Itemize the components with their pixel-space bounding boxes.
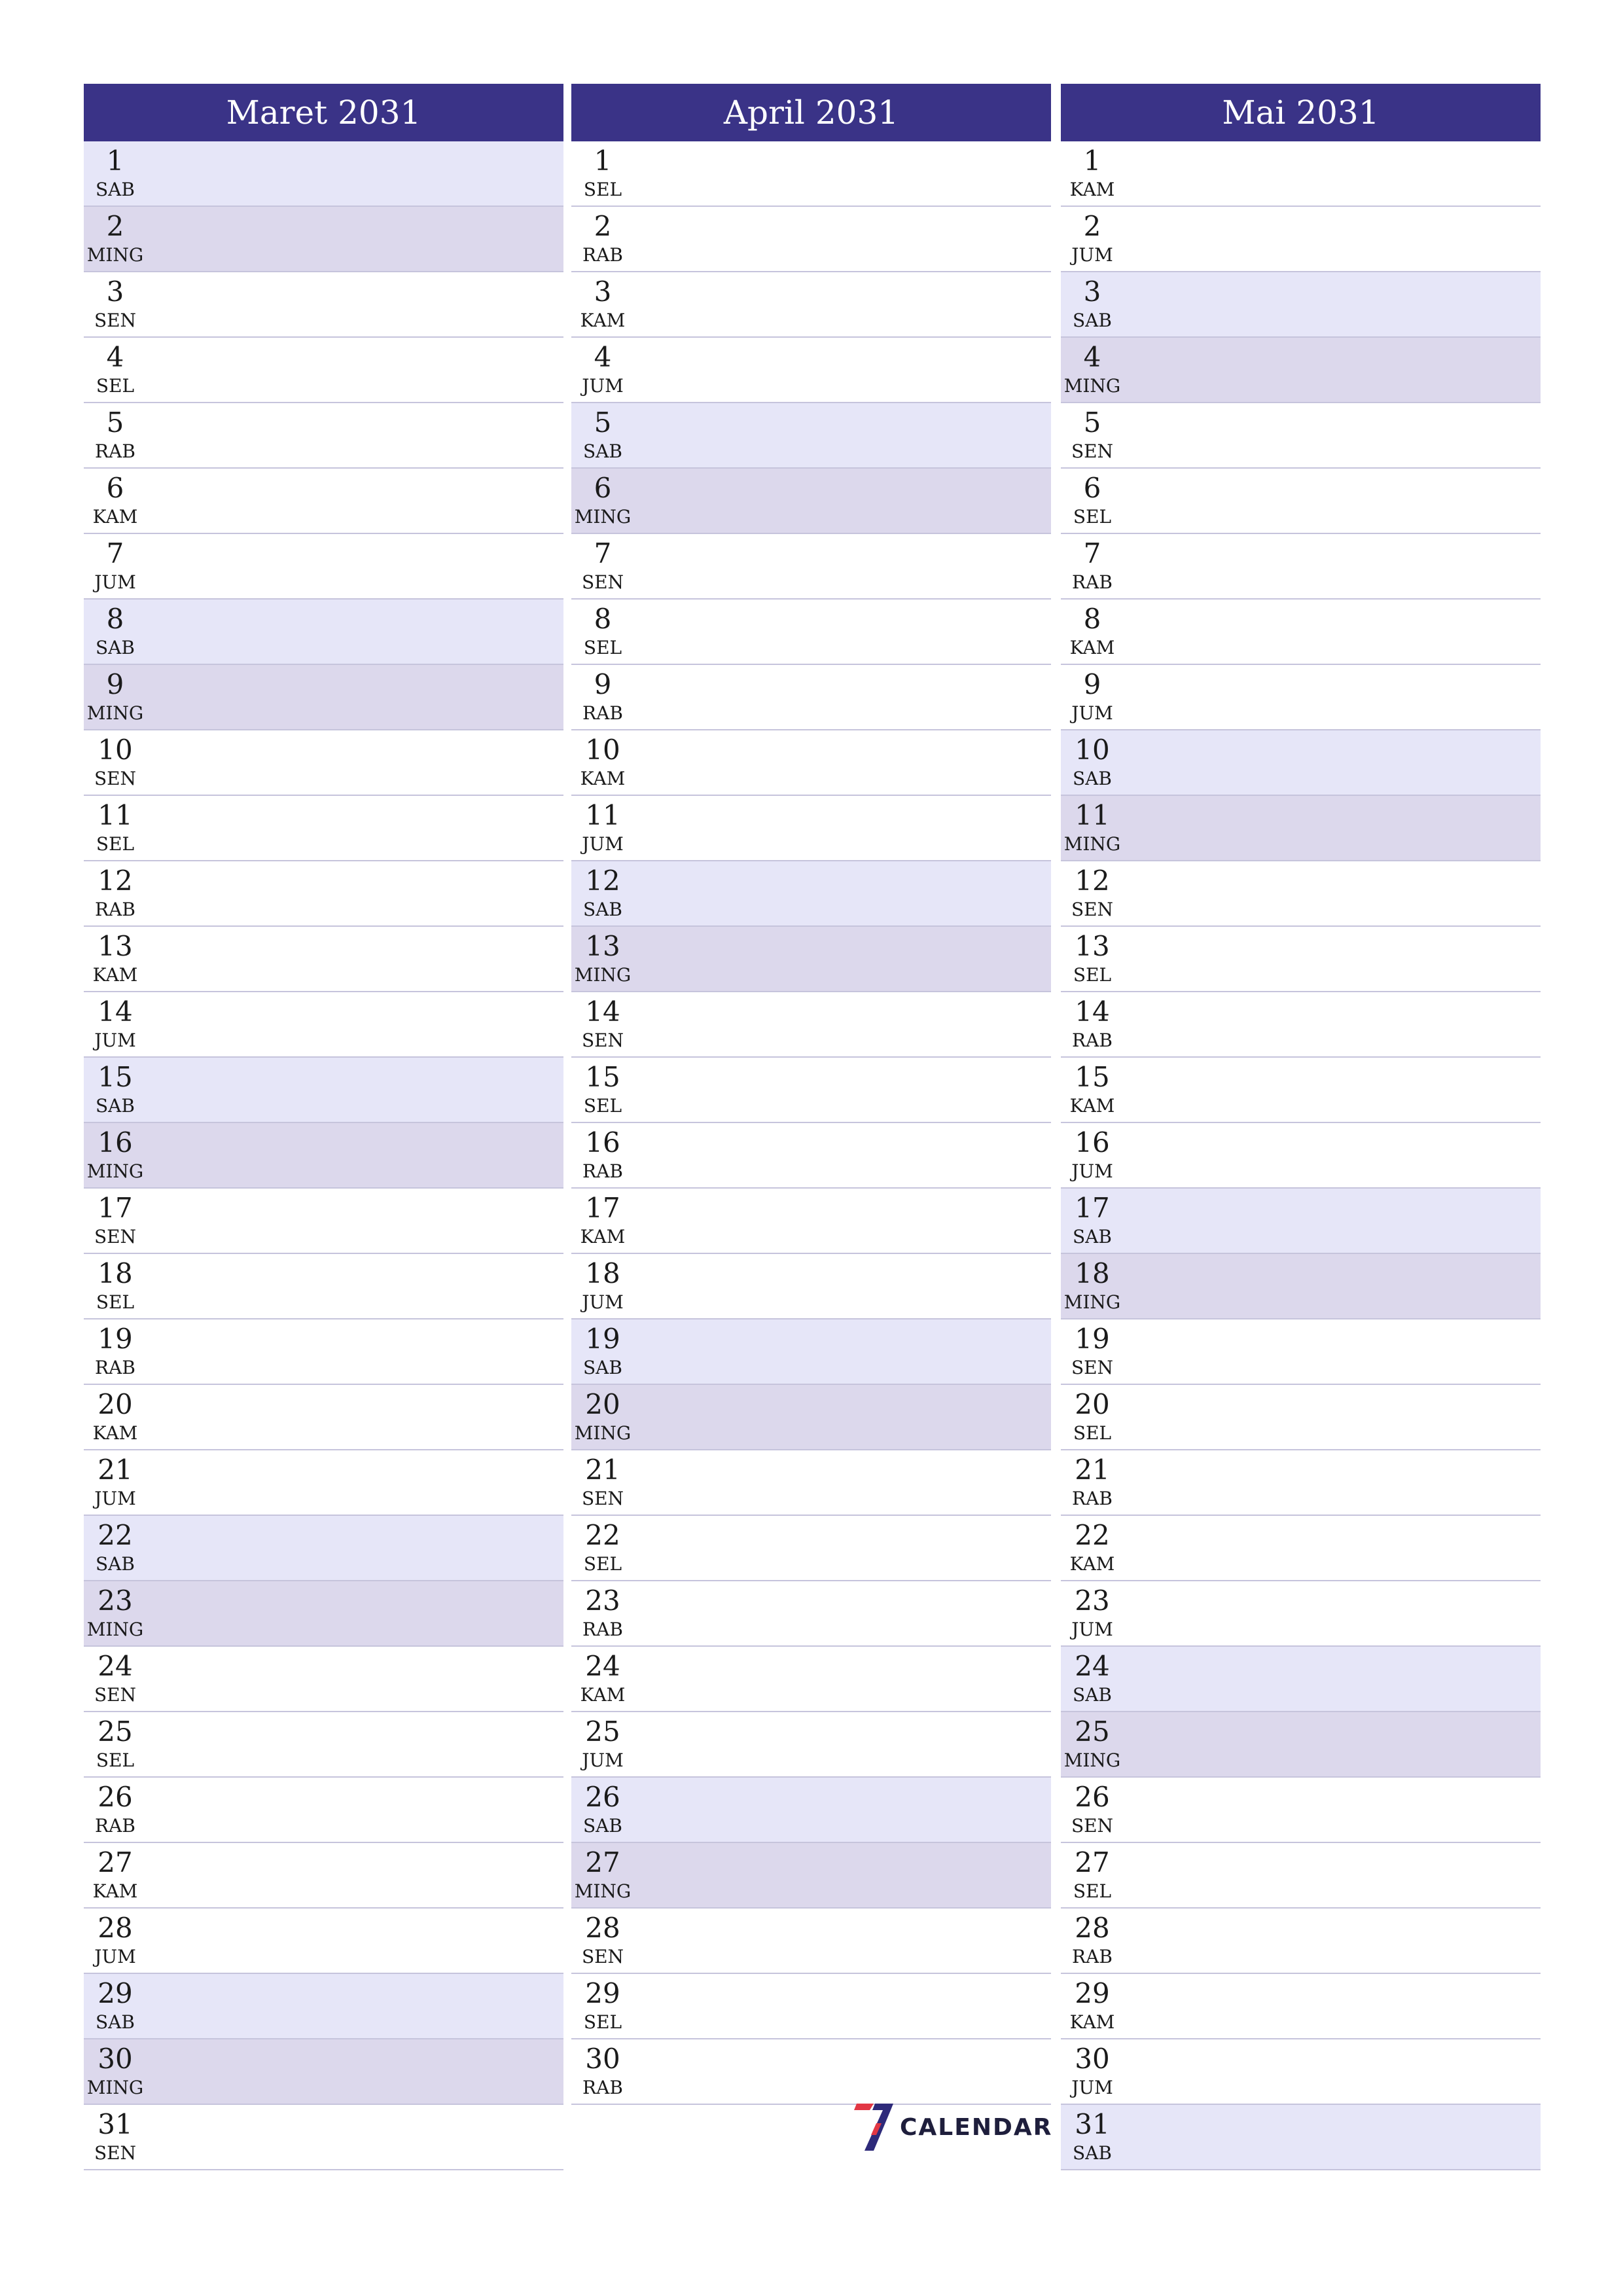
day-number: 28 xyxy=(98,1912,133,1944)
day-name: SEN xyxy=(94,1226,137,1247)
day-number: 21 xyxy=(585,1454,620,1486)
day-name: KAM xyxy=(580,768,626,789)
month-title: Maret 2031 xyxy=(84,84,563,141)
day-name: MING xyxy=(1063,1291,1121,1313)
day-row xyxy=(84,927,563,992)
day-number: 18 xyxy=(585,1257,620,1289)
day-number: 17 xyxy=(1075,1192,1110,1224)
day-number: 19 xyxy=(1075,1323,1110,1355)
day-name: SEN xyxy=(581,1030,624,1051)
day-name: SEN xyxy=(1071,1357,1114,1378)
day-row xyxy=(1061,1450,1541,1516)
day-name: JUM xyxy=(1071,1619,1113,1640)
day-name: SEN xyxy=(1071,899,1114,920)
day-name: MING xyxy=(1063,1749,1121,1771)
day-row xyxy=(1061,1843,1541,1909)
day-name: SAB xyxy=(1073,1684,1112,1706)
day-row xyxy=(84,1843,563,1909)
day-row xyxy=(1061,861,1541,927)
day-number: 27 xyxy=(585,1846,620,1878)
day-row xyxy=(571,1712,1051,1778)
day-name: SEL xyxy=(1073,1422,1112,1444)
day-row xyxy=(1061,207,1541,272)
day-row xyxy=(84,1319,563,1385)
day-name: MING xyxy=(1063,375,1121,397)
day-number: 15 xyxy=(1075,1061,1110,1093)
day-number: 9 xyxy=(106,668,124,700)
day-number: 5 xyxy=(594,406,612,439)
day-number: 7 xyxy=(1083,537,1101,569)
day-name: RAB xyxy=(95,1815,135,1837)
day-row xyxy=(1061,1909,1541,1974)
day-number: 5 xyxy=(106,406,124,439)
day-number: 25 xyxy=(585,1715,620,1748)
day-number: 2 xyxy=(1083,210,1101,242)
day-number: 26 xyxy=(1075,1781,1110,1813)
day-row xyxy=(571,1581,1051,1647)
day-name: SEL xyxy=(96,1291,135,1313)
day-number: 13 xyxy=(1075,930,1110,962)
day-name: KAM xyxy=(580,1226,626,1247)
day-name: KAM xyxy=(92,964,138,986)
day-row xyxy=(571,1254,1051,1319)
day-name: MING xyxy=(574,964,632,986)
day-row xyxy=(1061,665,1541,730)
day-row xyxy=(571,2039,1051,2105)
month-column-april xyxy=(571,84,1051,2105)
day-number: 23 xyxy=(98,1585,133,1617)
day-row xyxy=(84,1385,563,1450)
day-name: SEN xyxy=(581,571,624,593)
day-row xyxy=(84,1254,563,1319)
day-number: 16 xyxy=(1075,1126,1110,1158)
day-number: 8 xyxy=(594,603,612,635)
day-number: 31 xyxy=(1075,2108,1110,2140)
month-title: April 2031 xyxy=(571,84,1051,141)
day-row xyxy=(1061,338,1541,403)
day-row xyxy=(84,796,563,861)
day-number: 25 xyxy=(98,1715,133,1748)
day-number: 26 xyxy=(585,1781,620,1813)
day-row xyxy=(571,600,1051,665)
day-name: SEL xyxy=(96,375,135,397)
day-number: 17 xyxy=(98,1192,133,1224)
day-row xyxy=(1061,1581,1541,1647)
day-name: JUM xyxy=(1071,1160,1113,1182)
day-name: RAB xyxy=(582,702,623,724)
day-name: KAM xyxy=(580,1684,626,1706)
day-name: RAB xyxy=(582,244,623,266)
day-name: MING xyxy=(574,506,632,528)
day-row xyxy=(571,1058,1051,1123)
day-number: 11 xyxy=(1075,799,1110,831)
day-number: 23 xyxy=(585,1585,620,1617)
day-row xyxy=(571,1385,1051,1450)
day-number: 4 xyxy=(594,341,612,373)
day-number: 27 xyxy=(1075,1846,1110,1878)
day-row xyxy=(571,338,1051,403)
day-row xyxy=(571,665,1051,730)
day-row xyxy=(84,534,563,600)
day-number: 7 xyxy=(594,537,612,569)
calendar-logo[interactable] xyxy=(854,2101,1053,2153)
day-list xyxy=(1061,141,1541,2170)
day-number: 12 xyxy=(1075,865,1110,897)
day-row xyxy=(1061,1778,1541,1843)
day-number: 20 xyxy=(98,1388,133,1420)
day-name: RAB xyxy=(582,2077,623,2098)
day-row xyxy=(1061,1058,1541,1123)
day-number: 14 xyxy=(585,996,620,1028)
day-number: 30 xyxy=(98,2043,133,2075)
month-column-march xyxy=(84,84,563,2170)
day-name: RAB xyxy=(95,1357,135,1378)
day-number: 24 xyxy=(585,1650,620,1682)
day-number: 1 xyxy=(594,145,612,177)
day-number: 21 xyxy=(98,1454,133,1486)
day-row xyxy=(571,1647,1051,1712)
day-number: 9 xyxy=(594,668,612,700)
day-row xyxy=(571,1778,1051,1843)
day-row xyxy=(84,1516,563,1581)
day-name: SEN xyxy=(94,2142,137,2164)
day-number: 13 xyxy=(98,930,133,962)
day-row xyxy=(1061,403,1541,469)
day-number: 8 xyxy=(1083,603,1101,635)
day-number: 21 xyxy=(1075,1454,1110,1486)
day-number: 19 xyxy=(98,1323,133,1355)
day-name: MING xyxy=(86,2077,144,2098)
day-number: 28 xyxy=(585,1912,620,1944)
day-name: JUM xyxy=(94,571,136,593)
day-number: 6 xyxy=(1083,472,1101,504)
day-name: SEN xyxy=(94,310,137,331)
day-name: SAB xyxy=(1073,768,1112,789)
day-name: SAB xyxy=(583,1815,622,1837)
day-row xyxy=(84,600,563,665)
day-row xyxy=(84,469,563,534)
day-name: JUM xyxy=(94,1946,136,1967)
day-name: JUM xyxy=(582,833,624,855)
day-name: SEN xyxy=(94,1684,137,1706)
day-name: MING xyxy=(86,702,144,724)
day-number: 8 xyxy=(106,603,124,635)
day-number: 20 xyxy=(585,1388,620,1420)
day-number: 12 xyxy=(98,865,133,897)
month-column-may xyxy=(1061,84,1541,2170)
day-name: SAB xyxy=(96,179,135,200)
day-row xyxy=(571,469,1051,534)
day-number: 18 xyxy=(1075,1257,1110,1289)
day-row xyxy=(1061,1123,1541,1189)
logo-text: CALENDAR xyxy=(900,2114,1053,2141)
day-number: 22 xyxy=(98,1519,133,1551)
day-row xyxy=(84,1581,563,1647)
day-row xyxy=(571,927,1051,992)
day-row xyxy=(84,2105,563,2170)
day-number: 4 xyxy=(1083,341,1101,373)
day-name: KAM xyxy=(1069,179,1115,200)
day-name: RAB xyxy=(1072,1488,1113,1509)
day-name: SEN xyxy=(1071,440,1114,462)
day-name: MING xyxy=(86,244,144,266)
day-name: MING xyxy=(574,1880,632,1902)
day-number: 18 xyxy=(98,1257,133,1289)
day-number: 30 xyxy=(585,2043,620,2075)
day-name: JUM xyxy=(94,1030,136,1051)
day-number: 20 xyxy=(1075,1388,1110,1420)
day-number: 1 xyxy=(1083,145,1101,177)
day-row xyxy=(571,861,1051,927)
day-row xyxy=(84,207,563,272)
day-number: 24 xyxy=(1075,1650,1110,1682)
day-number: 1 xyxy=(106,145,124,177)
day-name: KAM xyxy=(1069,1095,1115,1117)
day-name: JUM xyxy=(582,1749,624,1771)
day-row xyxy=(1061,2105,1541,2170)
day-name: JUM xyxy=(94,1488,136,1509)
day-number: 6 xyxy=(594,472,612,504)
day-name: JUM xyxy=(1071,2077,1113,2098)
day-row xyxy=(84,992,563,1058)
day-number: 11 xyxy=(585,799,620,831)
day-row xyxy=(84,730,563,796)
day-row xyxy=(1061,1516,1541,1581)
day-name: SEL xyxy=(1073,1880,1112,1902)
day-number: 9 xyxy=(1083,668,1101,700)
day-row xyxy=(84,1712,563,1778)
day-number: 27 xyxy=(98,1846,133,1878)
day-row xyxy=(84,1778,563,1843)
day-number: 11 xyxy=(98,799,133,831)
day-number: 13 xyxy=(585,930,620,962)
day-row xyxy=(1061,1974,1541,2039)
day-number: 24 xyxy=(98,1650,133,1682)
day-row xyxy=(84,665,563,730)
day-number: 4 xyxy=(106,341,124,373)
day-name: RAB xyxy=(582,1160,623,1182)
day-number: 29 xyxy=(585,1977,620,2009)
day-number: 23 xyxy=(1075,1585,1110,1617)
day-row xyxy=(1061,1319,1541,1385)
day-number: 15 xyxy=(585,1061,620,1093)
day-name: SAB xyxy=(1073,310,1112,331)
day-number: 10 xyxy=(98,734,133,766)
day-name: SEN xyxy=(581,1946,624,1967)
day-number: 31 xyxy=(98,2108,133,2140)
day-name: MING xyxy=(1063,833,1121,855)
day-row xyxy=(1061,534,1541,600)
day-name: KAM xyxy=(92,506,138,528)
day-name: SEL xyxy=(96,1749,135,1771)
day-row xyxy=(571,272,1051,338)
day-name: SEL xyxy=(583,1553,622,1575)
day-row xyxy=(84,1123,563,1189)
day-name: RAB xyxy=(1072,571,1113,593)
day-number: 5 xyxy=(1083,406,1101,439)
day-number: 22 xyxy=(1075,1519,1110,1551)
day-number: 3 xyxy=(594,276,612,308)
day-name: RAB xyxy=(582,1619,623,1640)
day-row xyxy=(84,1189,563,1254)
day-number: 12 xyxy=(585,865,620,897)
day-row xyxy=(571,1123,1051,1189)
day-row xyxy=(571,534,1051,600)
day-row xyxy=(84,1909,563,1974)
day-name: RAB xyxy=(95,899,135,920)
day-row xyxy=(84,272,563,338)
day-row xyxy=(1061,141,1541,207)
day-list xyxy=(571,141,1051,2105)
day-name: KAM xyxy=(1069,2011,1115,2033)
day-row xyxy=(571,1974,1051,2039)
day-name: KAM xyxy=(1069,1553,1115,1575)
day-row xyxy=(1061,1647,1541,1712)
day-name: KAM xyxy=(580,310,626,331)
day-number: 2 xyxy=(594,210,612,242)
day-number: 14 xyxy=(1075,996,1110,1028)
day-name: KAM xyxy=(1069,637,1115,658)
day-number: 16 xyxy=(585,1126,620,1158)
day-name: MING xyxy=(86,1619,144,1640)
seven-icon xyxy=(854,2101,896,2153)
day-row xyxy=(571,1909,1051,1974)
day-number: 7 xyxy=(106,537,124,569)
day-number: 19 xyxy=(585,1323,620,1355)
day-row xyxy=(571,1189,1051,1254)
day-number: 3 xyxy=(106,276,124,308)
day-row xyxy=(1061,730,1541,796)
day-number: 10 xyxy=(1075,734,1110,766)
day-number: 22 xyxy=(585,1519,620,1551)
day-row xyxy=(1061,272,1541,338)
day-row xyxy=(84,1450,563,1516)
day-name: JUM xyxy=(1071,702,1113,724)
day-number: 29 xyxy=(98,1977,133,2009)
day-name: SAB xyxy=(96,637,135,658)
day-row xyxy=(1061,469,1541,534)
day-list xyxy=(84,141,563,2170)
day-name: SAB xyxy=(96,1095,135,1117)
day-row xyxy=(1061,2039,1541,2105)
day-name: MING xyxy=(86,1160,144,1182)
day-row xyxy=(1061,796,1541,861)
day-name: RAB xyxy=(95,440,135,462)
day-row xyxy=(571,730,1051,796)
day-number: 29 xyxy=(1075,1977,1110,2009)
day-name: SAB xyxy=(1073,1226,1112,1247)
day-number: 3 xyxy=(1083,276,1101,308)
day-number: 14 xyxy=(98,996,133,1028)
day-name: SAB xyxy=(583,1357,622,1378)
day-name: JUM xyxy=(582,375,624,397)
day-row xyxy=(84,1058,563,1123)
day-row xyxy=(571,1843,1051,1909)
day-name: SEL xyxy=(583,1095,622,1117)
day-name: MING xyxy=(574,1422,632,1444)
day-number: 26 xyxy=(98,1781,133,1813)
day-name: SEL xyxy=(583,2011,622,2033)
day-name: SAB xyxy=(96,1553,135,1575)
day-row xyxy=(1061,600,1541,665)
day-number: 17 xyxy=(585,1192,620,1224)
day-row xyxy=(84,141,563,207)
day-name: SEN xyxy=(94,768,137,789)
day-name: RAB xyxy=(1072,1030,1113,1051)
day-row xyxy=(571,207,1051,272)
day-row xyxy=(1061,992,1541,1058)
day-row xyxy=(1061,1385,1541,1450)
day-row xyxy=(571,1516,1051,1581)
day-name: JUM xyxy=(1071,244,1113,266)
day-name: SAB xyxy=(583,440,622,462)
day-name: SEN xyxy=(1071,1815,1114,1837)
day-name: RAB xyxy=(1072,1946,1113,1967)
day-name: SEL xyxy=(583,637,622,658)
day-number: 2 xyxy=(106,210,124,242)
day-row xyxy=(84,403,563,469)
day-name: SEL xyxy=(1073,964,1112,986)
day-number: 25 xyxy=(1075,1715,1110,1748)
day-row xyxy=(571,992,1051,1058)
day-name: SAB xyxy=(1073,2142,1112,2164)
day-name: SEL xyxy=(1073,506,1112,528)
day-name: SAB xyxy=(96,2011,135,2033)
day-number: 16 xyxy=(98,1126,133,1158)
day-row xyxy=(84,338,563,403)
day-name: SAB xyxy=(583,899,622,920)
day-name: SEN xyxy=(581,1488,624,1509)
day-row xyxy=(571,1319,1051,1385)
day-name: KAM xyxy=(92,1422,138,1444)
day-row xyxy=(1061,1712,1541,1778)
day-row xyxy=(84,1974,563,2039)
day-row xyxy=(571,141,1051,207)
day-number: 6 xyxy=(106,472,124,504)
day-row xyxy=(1061,927,1541,992)
day-row xyxy=(571,403,1051,469)
day-row xyxy=(1061,1189,1541,1254)
day-name: SEL xyxy=(96,833,135,855)
day-row xyxy=(84,2039,563,2105)
day-row xyxy=(571,1450,1051,1516)
day-number: 10 xyxy=(585,734,620,766)
day-name: SEL xyxy=(583,179,622,200)
day-row xyxy=(84,1647,563,1712)
day-number: 15 xyxy=(98,1061,133,1093)
day-row xyxy=(1061,1254,1541,1319)
day-name: KAM xyxy=(92,1880,138,1902)
day-row xyxy=(84,861,563,927)
month-title: Mai 2031 xyxy=(1061,84,1541,141)
day-row xyxy=(571,796,1051,861)
day-name: JUM xyxy=(582,1291,624,1313)
day-number: 28 xyxy=(1075,1912,1110,1944)
day-number: 30 xyxy=(1075,2043,1110,2075)
